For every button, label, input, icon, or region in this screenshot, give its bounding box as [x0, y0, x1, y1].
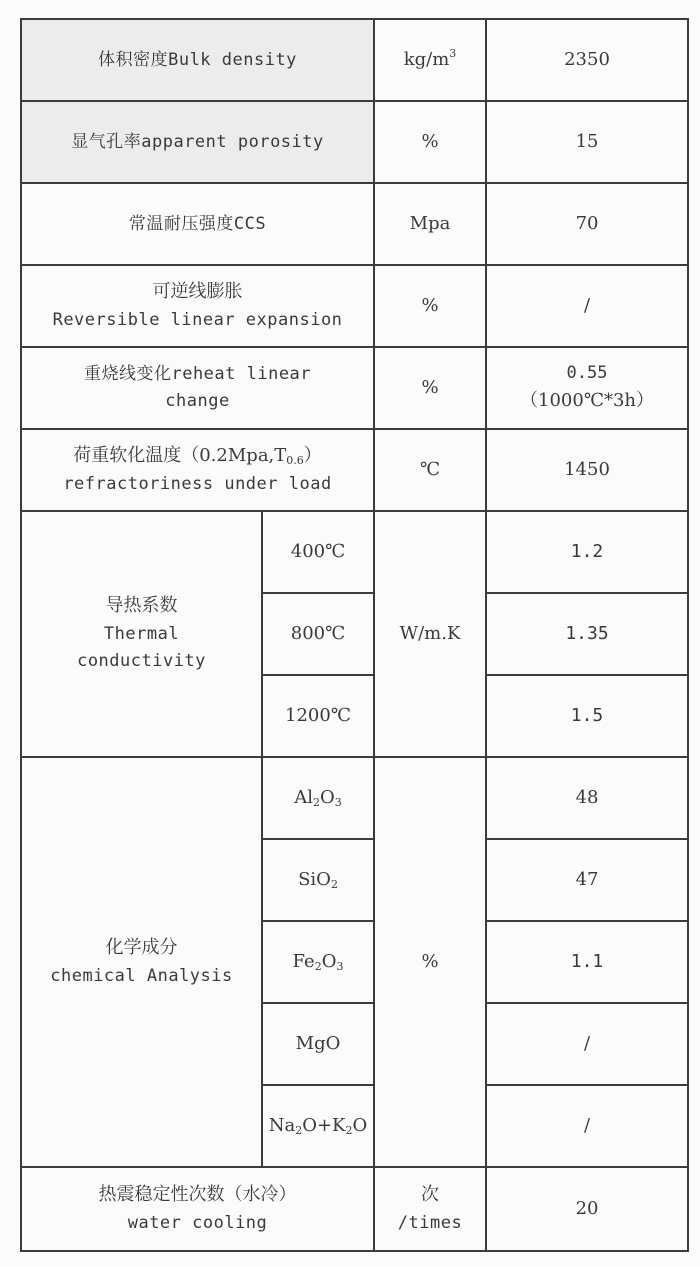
ccs-unit: Mpa — [374, 183, 486, 265]
thermal-value-1200: 1.5 — [486, 675, 688, 757]
bulk-density-label: 体积密度Bulk density — [21, 19, 374, 101]
ccs-label: 常温耐压强度CCS — [21, 183, 374, 265]
ccs-value: 70 — [486, 183, 688, 265]
refractoriness-value: 1450 — [486, 429, 688, 511]
row-porosity — [21, 101, 688, 183]
thermal-temp-1200: 1200℃ — [262, 675, 374, 757]
mgo-value: / — [486, 1003, 688, 1085]
reheat-unit: % — [374, 347, 486, 429]
chemical-unit: % — [374, 757, 486, 1167]
row-refractoriness — [21, 429, 688, 511]
sio2-value: 47 — [486, 839, 688, 921]
fe2o3-formula: $Fe_2O_3$ — [262, 921, 374, 1003]
row-al2o3 — [21, 757, 688, 839]
bulk-density-unit: $kg/m^3$ — [374, 19, 486, 101]
porosity-label: 显气孔率apparent porosity — [21, 101, 374, 183]
row-reversible — [21, 265, 688, 347]
thermal-shock-label: 热震稳定性次数（水冷） water cooling — [21, 1167, 374, 1251]
fe2o3-value: 1.1 — [486, 921, 688, 1003]
thermal-value-800: 1.35 — [486, 593, 688, 675]
mgo-formula: MgO — [262, 1003, 374, 1085]
porosity-unit: % — [374, 101, 486, 183]
properties-table — [20, 18, 689, 1252]
thermal-label: 导热系数 Thermal conductivity — [21, 511, 262, 757]
thermal-unit: W/m.K — [374, 511, 486, 757]
row-thermal-400 — [21, 511, 688, 593]
chemical-label: 化学成分 chemical Analysis — [21, 757, 262, 1167]
refractoriness-label: 荷重软化温度$(0.2Mpa,T_{0.6})$ refractoriness under load — [21, 429, 374, 511]
reversible-label: 可逆线膨胀 Reversible linear expansion — [21, 265, 374, 347]
thermal-temp-800: 800℃ — [262, 593, 374, 675]
refractoriness-unit: ℃ — [374, 429, 486, 511]
thermal-shock-unit: 次 /times — [374, 1167, 486, 1251]
thermal-temp-400: 400℃ — [262, 511, 374, 593]
reversible-value: / — [486, 265, 688, 347]
reheat-value: 0.55 （1000℃*3h） — [486, 347, 688, 429]
reheat-label: 重烧线变化reheat linear change — [21, 347, 374, 429]
reversible-unit: % — [374, 265, 486, 347]
porosity-value: 15 — [486, 101, 688, 183]
thermal-shock-value: 20 — [486, 1167, 688, 1251]
al2o3-value: 48 — [486, 757, 688, 839]
row-thermal-shock — [21, 1167, 688, 1251]
row-reheat — [21, 347, 688, 429]
na2o-k2o-formula: $Na_2O+K_2O$ — [262, 1085, 374, 1167]
al2o3-formula: $Al_2O_3$ — [262, 757, 374, 839]
row-bulk-density — [21, 19, 688, 101]
sio2-formula: SiO$_2$ — [262, 839, 374, 921]
thermal-value-400: 1.2 — [486, 511, 688, 593]
na2o-k2o-value: / — [486, 1085, 688, 1167]
bulk-density-value: 2350 — [486, 19, 688, 101]
row-ccs — [21, 183, 688, 265]
